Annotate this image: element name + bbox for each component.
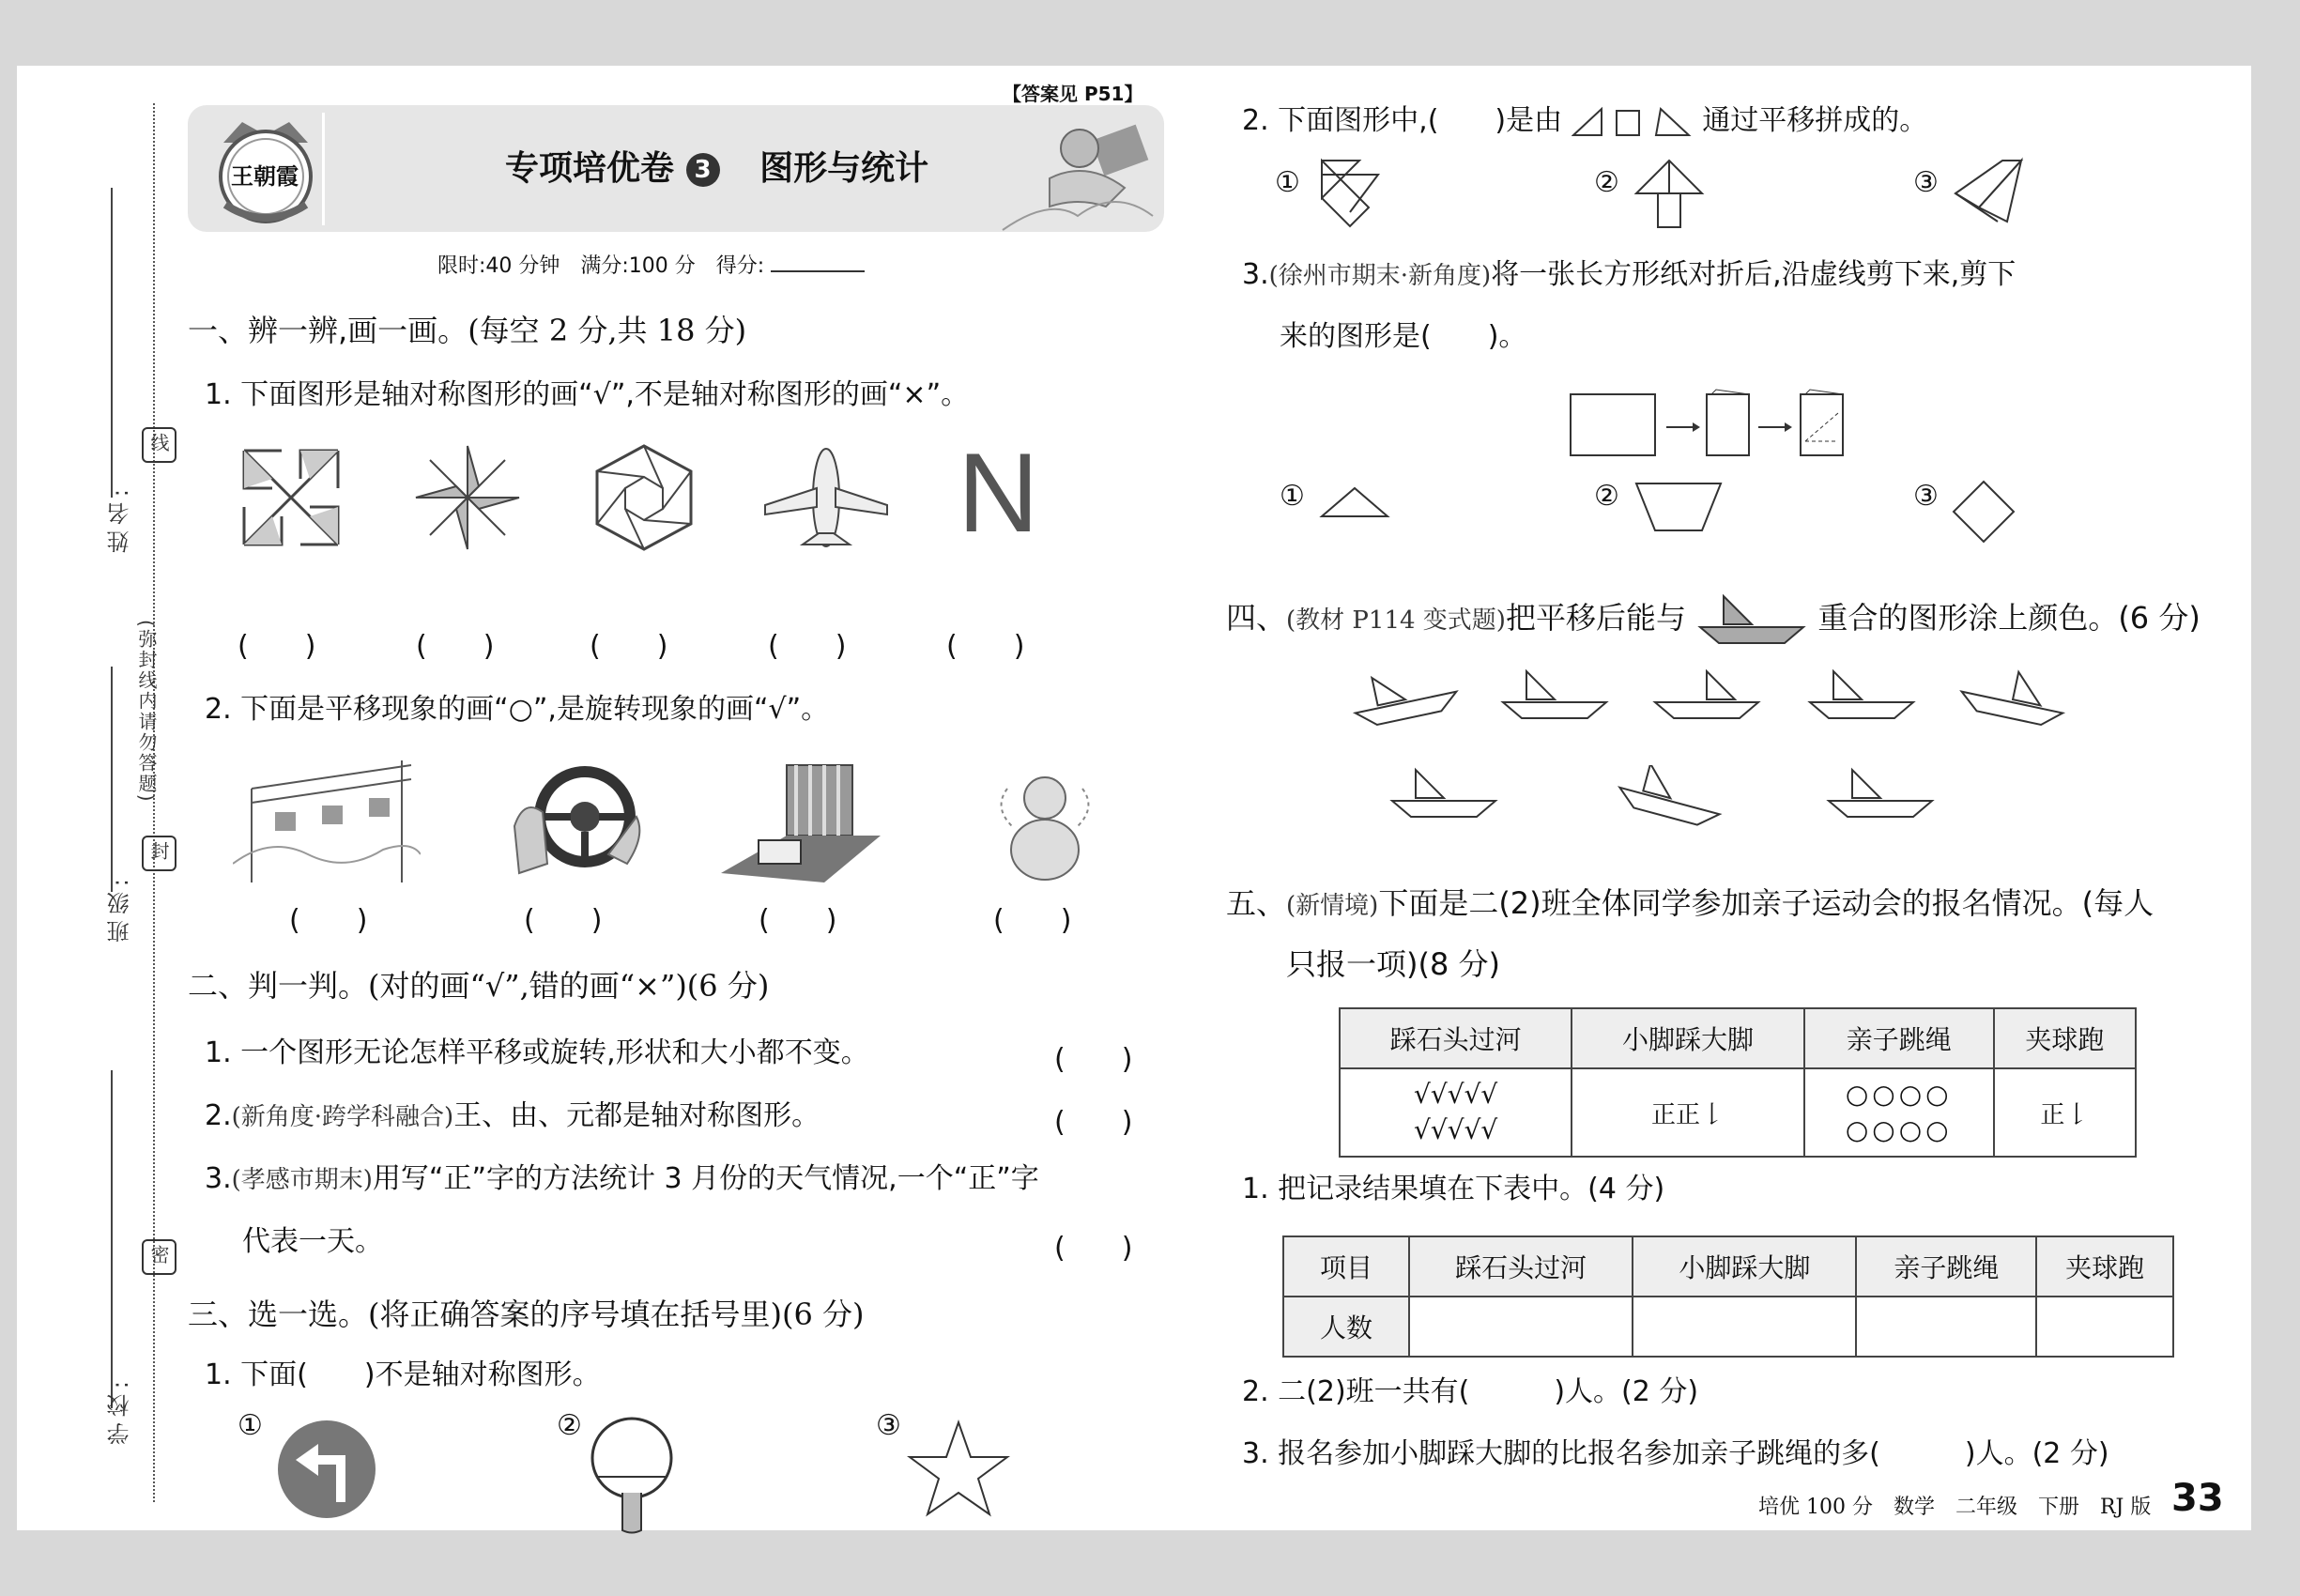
record-header: 踩石头过河 (1340, 1008, 1572, 1068)
record-header: 亲子跳绳 (1804, 1008, 1994, 1068)
s3-q1-opt1: ① (238, 1409, 263, 1442)
school-underline (111, 1070, 113, 1408)
title-number-badge: 3 (686, 153, 720, 187)
s3-q2-opt3: ③ (1913, 166, 1939, 199)
s5-q2: 2. 二(2)班一共有( )人。(2 分) (1242, 1375, 1699, 1408)
s3-q3-text: 将一张长方形纸对折后,沿虚线剪下来,剪下 (1491, 258, 2016, 291)
s2-q1-blank[interactable]: ( ) (1054, 1043, 1133, 1076)
section4-title: 四、 (1226, 600, 1287, 636)
section5-title: 五、 (1226, 885, 1287, 921)
fill-header: 夹球跑 (2036, 1236, 2173, 1297)
section1-heading (188, 312, 746, 349)
s1-q1-blank-5[interactable]: ( ) (946, 630, 1025, 663)
boat-option-3-icon[interactable] (1650, 667, 1763, 742)
triangle-option-icon (1317, 483, 1392, 521)
s3-q3-tag: (徐州市期末·新角度) (1268, 262, 1492, 290)
fill-header: 项目 (1283, 1236, 1409, 1297)
s3-q1-opt2: ② (557, 1409, 582, 1442)
record-header: 夹球跑 (1994, 1008, 2136, 1068)
fill-header: 亲子跳绳 (1856, 1236, 2036, 1297)
s1-q2-blank-1[interactable]: ( ) (289, 904, 368, 937)
fill-cell[interactable] (1409, 1297, 1633, 1357)
gourd-toy-picture-icon (974, 760, 1115, 892)
fill-cell[interactable] (1633, 1297, 1856, 1357)
tangram-pieces-icon (1572, 105, 1694, 139)
pinwheel-x-shape-icon (235, 441, 347, 554)
section3-heading (188, 1296, 865, 1333)
page-number: 33 (2171, 1477, 2224, 1520)
record-table (1339, 1007, 2137, 1158)
section4-text-b: 重合的图形涂上颜色。(6 分) (1817, 600, 2200, 636)
s1-q1-blank-1[interactable]: ( ) (238, 630, 316, 663)
fill-header: 踩石头过河 (1409, 1236, 1633, 1297)
record-value: ○○○○ ○○○○ (1804, 1068, 1994, 1157)
trapezoid-option-icon (1632, 479, 1725, 535)
cable-car-picture-icon (233, 760, 421, 892)
section5-heading (1226, 884, 2154, 925)
fill-header: 小脚踩大脚 (1633, 1236, 1856, 1297)
s5-q1: 1. 把记录结果填在下表中。(4 分) (1242, 1173, 1665, 1205)
s1-q1-blank-2[interactable]: ( ) (416, 630, 495, 663)
fill-cell[interactable] (2036, 1297, 2173, 1357)
s3-q2-opt1: ① (1275, 166, 1300, 199)
s2-q1: 1. 一个图形无论怎样平移或旋转,形状和大小都不变。 (205, 1036, 869, 1069)
s3-q1-opt3: ③ (876, 1409, 901, 1442)
mark-line: 线 (142, 427, 176, 467)
s1-q2-blank-4[interactable]: ( ) (993, 904, 1072, 937)
boat-option-7-icon[interactable] (1613, 765, 1725, 840)
s3-q2-text-b: 通过平移拼成的。 (1702, 104, 1928, 137)
page-title (505, 150, 928, 188)
s3-q3 (1242, 257, 2016, 294)
s3-q3-opt2: ② (1594, 480, 1619, 513)
conveyor-belt-picture-icon (721, 760, 909, 892)
logo-divider (322, 113, 325, 225)
school-label: 学校: (107, 1375, 133, 1446)
s3-q3-opt3: ③ (1913, 480, 1939, 513)
tangram-option3-icon (1951, 156, 2026, 231)
s2-q2-blank[interactable]: ( ) (1054, 1106, 1133, 1139)
boat-option-8-icon[interactable] (1824, 765, 1937, 840)
record-header-row (1340, 1008, 2136, 1068)
section3-title: 三、选一选。 (188, 1297, 369, 1332)
section2-title: 二、判一判。 (188, 968, 369, 1004)
record-header: 小脚踩大脚 (1572, 1008, 1803, 1068)
s1-q2: 2. 下面是平移现象的画“○”,是旋转现象的画“√”。 (205, 693, 830, 726)
class-underline (111, 667, 113, 892)
section4-text-a: 把平移后能与 (1505, 600, 1686, 636)
record-value: √√√√√ √√√√√ (1340, 1068, 1572, 1157)
s3-q2 (1242, 103, 1927, 139)
fill-row-label: 人数 (1283, 1297, 1409, 1357)
s1-q2-blank-3[interactable]: ( ) (759, 904, 837, 937)
fill-count-row (1283, 1297, 2173, 1357)
name-label: 姓名: (107, 483, 133, 554)
tangram-option1-icon (1312, 156, 1388, 231)
paper-fold-diagram-icon (1566, 385, 1876, 469)
airplane-shape-icon (760, 441, 892, 554)
s2-q3: 3.(孝感市期末)用写“正”字的方法统计 3 月份的天气情况,一个“正”字 (205, 1162, 1039, 1195)
s5-q3: 3. 报名参加小脚踩大脚的比报名参加亲子跳绳的多( )人。(2 分) (1242, 1437, 2109, 1470)
section5-text: 下面是二(2)班全体同学参加亲子运动会的报名情况。(每人 (1378, 885, 2154, 921)
fill-table (1282, 1235, 2174, 1358)
s3-q2-text-a: 2. 下面图形中,( )是由 (1242, 104, 1563, 137)
record-value: 正正𠄌 (1572, 1068, 1803, 1157)
section2-heading (188, 967, 769, 1005)
footer-text: 培优 100 分 数学 二年级 下册 RJ 版 (1758, 1496, 2152, 1519)
steering-wheel-picture-icon (505, 760, 655, 892)
hexagon-spiral-shape-icon (588, 441, 700, 554)
tangram-option2-icon (1632, 156, 1707, 231)
s3-q3-prefix: 3. (1242, 258, 1269, 291)
fill-header-row (1283, 1236, 2173, 1297)
name-underline (111, 188, 113, 498)
record-value: 正𠄌 (1994, 1068, 2136, 1157)
boat-option-6-icon[interactable] (1388, 765, 1500, 840)
seal-note: (弥封线内请勿答题) (135, 620, 158, 804)
s2-q3-tag: (孝感市期末) (231, 1166, 373, 1194)
s2-q3-blank[interactable]: ( ) (1054, 1232, 1133, 1265)
letter-n-shape: N (958, 430, 1039, 556)
star-pinwheel-shape-icon (411, 441, 524, 554)
diamond-option-icon (1951, 479, 2016, 545)
boat-option-2-icon[interactable] (1498, 667, 1611, 742)
section5-text2: 只报一项)(8 分) (1286, 946, 1500, 982)
section4-heading (1226, 591, 2200, 648)
boat-option-1-icon[interactable] (1350, 667, 1463, 742)
boat-option-4-icon[interactable] (1805, 667, 1918, 742)
section2-score: (对的画“√”,错的画“×”)(6 分) (368, 968, 770, 1004)
s1-q1: 1. 下面图形是轴对称图形的画“√”,不是轴对称图形的画“×”。 (205, 378, 970, 411)
s3-q3-line2: 来的图形是( )。 (1280, 320, 1527, 353)
s3-q2-opt2: ② (1594, 166, 1619, 199)
logo-badge (205, 115, 327, 225)
section3-score: (将正确答案的序号填在括号里)(6 分) (368, 1297, 865, 1332)
reference-boat-icon (1695, 591, 1808, 648)
s3-q1: 1. 下面( )不是轴对称图形。 (205, 1358, 601, 1391)
score-blank[interactable] (771, 270, 865, 272)
section1-score: (每空 2 分,共 18 分) (468, 313, 747, 348)
section5-tag: (新情境) (1286, 892, 1379, 920)
title-text: 专项培优卷 (505, 149, 675, 188)
boat-option-5-icon[interactable] (1955, 667, 2068, 742)
s1-q1-blank-4[interactable]: ( ) (768, 630, 847, 663)
class-label: 班级: (107, 873, 133, 944)
header-cartoon-icon (993, 103, 1162, 235)
mark-fold: 密 (142, 1239, 176, 1279)
section1-title: 一、辨一辨,画一画。 (188, 313, 468, 348)
section4-tag: (教材 P114 变式题) (1286, 606, 1506, 635)
s2-q2: 2.(新角度·跨学科融合)王、由、元都是轴对称图形。 (205, 1099, 820, 1132)
title-subtitle: 图形与统计 (759, 149, 929, 188)
logo-text: 王朝霞 (231, 162, 299, 190)
meta-text: 限时:40 分钟 满分:100 分 得分: (437, 254, 765, 278)
s2-q2-tag: (新角度·跨学科融合) (231, 1103, 454, 1131)
turn-left-sign-icon (275, 1418, 378, 1521)
exam-meta (437, 250, 865, 279)
ping-pong-paddle-icon (585, 1413, 679, 1535)
star-outline-icon (907, 1418, 1010, 1521)
record-value-row (1340, 1068, 2136, 1157)
s3-q3-opt1: ① (1280, 480, 1305, 513)
fill-cell[interactable] (1856, 1297, 2036, 1357)
exam-page (17, 66, 2251, 1530)
s2-q3-line2: 代表一天。 (242, 1225, 383, 1258)
s1-q1-blank-3[interactable]: ( ) (590, 630, 668, 663)
answer-ref: 【答案见 P51】 (1003, 83, 1143, 105)
mark-seal: 封 (142, 836, 176, 875)
s1-q2-blank-2[interactable]: ( ) (524, 904, 603, 937)
